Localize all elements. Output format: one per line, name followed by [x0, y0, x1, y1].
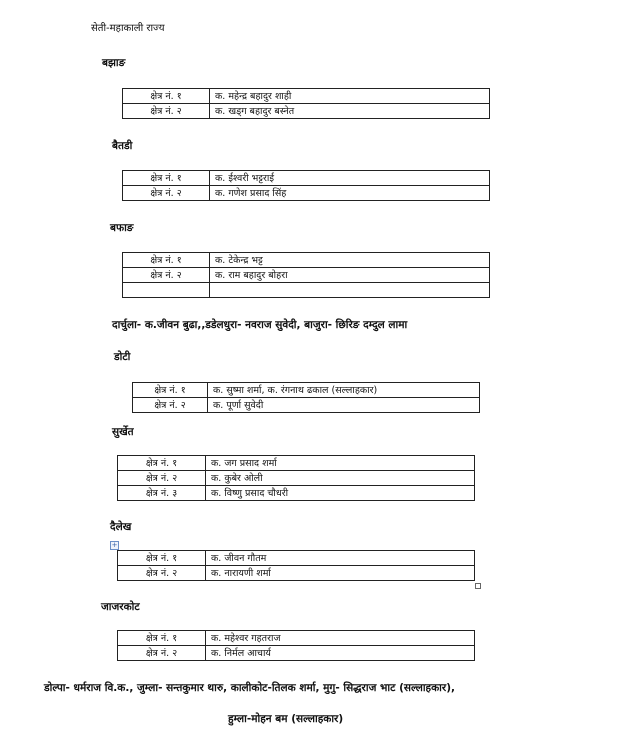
- constituency-cell: क्षेत्र नं. २: [123, 104, 210, 119]
- member-cell: क. पूर्णा सुवेदी: [208, 398, 480, 413]
- member-cell: क. गणेश प्रसाद सिंह: [210, 186, 490, 201]
- member-cell: क. कुबेर ओली: [206, 471, 475, 486]
- table-row: [118, 456, 475, 471]
- constituency-cell: [123, 283, 210, 298]
- table-surkhet: [117, 455, 475, 501]
- table-row: [133, 383, 480, 398]
- table-row: [123, 186, 490, 201]
- table-row: [118, 631, 475, 646]
- constituency-cell: क्षेत्र नं. १: [118, 631, 206, 646]
- table-dailekh: [117, 550, 475, 581]
- note-humla: हुम्ला-मोहन बम (सल्लाहकार): [228, 713, 344, 725]
- member-cell: क. राम बहादुर बोहरा: [210, 268, 490, 283]
- district-heading-dailekh: दैलेख: [110, 521, 132, 533]
- member-cell: क. टेकेन्द्र भट्ट: [210, 253, 490, 268]
- page-title: सेती-महाकाली राज्य: [91, 23, 165, 34]
- table-row: [118, 486, 475, 501]
- table-row: [123, 89, 490, 104]
- table-row: [123, 171, 490, 186]
- table-doti: [132, 382, 480, 413]
- constituency-cell: क्षेत्र नं. २: [123, 186, 210, 201]
- table-baitadi: [122, 170, 490, 201]
- member-cell: क. नारायणी शर्मा: [206, 566, 475, 581]
- constituency-cell: क्षेत्र नं. १: [118, 551, 206, 566]
- member-cell: क. ईश्वरी भट्टराई: [210, 171, 490, 186]
- table-row: [123, 253, 490, 268]
- member-cell: क. जग प्रसाद शर्मा: [206, 456, 475, 471]
- district-heading-bajura: बफाङ: [110, 222, 134, 234]
- constituency-cell: क्षेत्र नं. २: [133, 398, 208, 413]
- constituency-cell: क्षेत्र नं. २: [118, 646, 206, 661]
- table-bajhang: [122, 88, 490, 119]
- constituency-cell: क्षेत्र नं. ३: [118, 486, 206, 501]
- district-heading-doti: डोटी: [114, 351, 131, 363]
- table-row: [123, 268, 490, 283]
- table-bajura: [122, 252, 490, 298]
- table-row: [133, 398, 480, 413]
- district-heading-bajhang: बझाङ: [102, 57, 126, 69]
- member-cell: क. महेन्द्र बहादुर शाही: [210, 89, 490, 104]
- move-handle-icon[interactable]: +: [111, 541, 118, 549]
- member-cell: क. विष्णु प्रसाद चौधरी: [206, 486, 475, 501]
- table-row: [123, 104, 490, 119]
- table-row: [123, 283, 490, 298]
- note-darchula: दार्चुला- क.जीवन बुढा,,डडेलधुरा- नवराज सुवेदी, बाजुरा- छिरिङ दम्दुल लामा: [112, 319, 408, 331]
- member-cell: क. जीवन गौतम: [206, 551, 475, 566]
- table-row: [118, 566, 475, 581]
- member-cell: क. महेश्वर गहतराज: [206, 631, 475, 646]
- table-row: [118, 551, 475, 566]
- constituency-cell: क्षेत्र नं. १: [123, 253, 210, 268]
- district-heading-baitadi: बैतडी: [112, 140, 133, 152]
- constituency-cell: क्षेत्र नं. १: [118, 456, 206, 471]
- constituency-cell: क्षेत्र नं. १: [123, 89, 210, 104]
- district-heading-jajarkot: जाजरकोट: [101, 601, 140, 613]
- table-jajarkot: [117, 630, 475, 661]
- member-cell: क. निर्मल आचार्य: [206, 646, 475, 661]
- constituency-cell: क्षेत्र नं. १: [123, 171, 210, 186]
- constituency-cell: क्षेत्र नं. २: [118, 471, 206, 486]
- constituency-cell: क्षेत्र नं. १: [133, 383, 208, 398]
- resize-handle-icon[interactable]: [475, 583, 481, 589]
- district-heading-surkhet: सुर्खेत: [112, 426, 134, 438]
- member-cell: क. खड्ग बहादुर बस्नेत: [210, 104, 490, 119]
- constituency-cell: क्षेत्र नं. २: [123, 268, 210, 283]
- member-cell: [210, 283, 490, 298]
- constituency-cell: क्षेत्र नं. २: [118, 566, 206, 581]
- note-dolpa: डोल्पा- धर्मराज वि.क., जुम्ला- सन्तकुमार थारु, कालीकोट-तिलक शर्मा, मुगु- सिद्धराज भाट (सल्लाहकार),: [44, 682, 455, 694]
- member-cell: क. सुष्मा शर्मा, क. रंगनाथ ढकाल (सल्लाहकार): [208, 383, 480, 398]
- table-row: [118, 646, 475, 661]
- table-row: [118, 471, 475, 486]
